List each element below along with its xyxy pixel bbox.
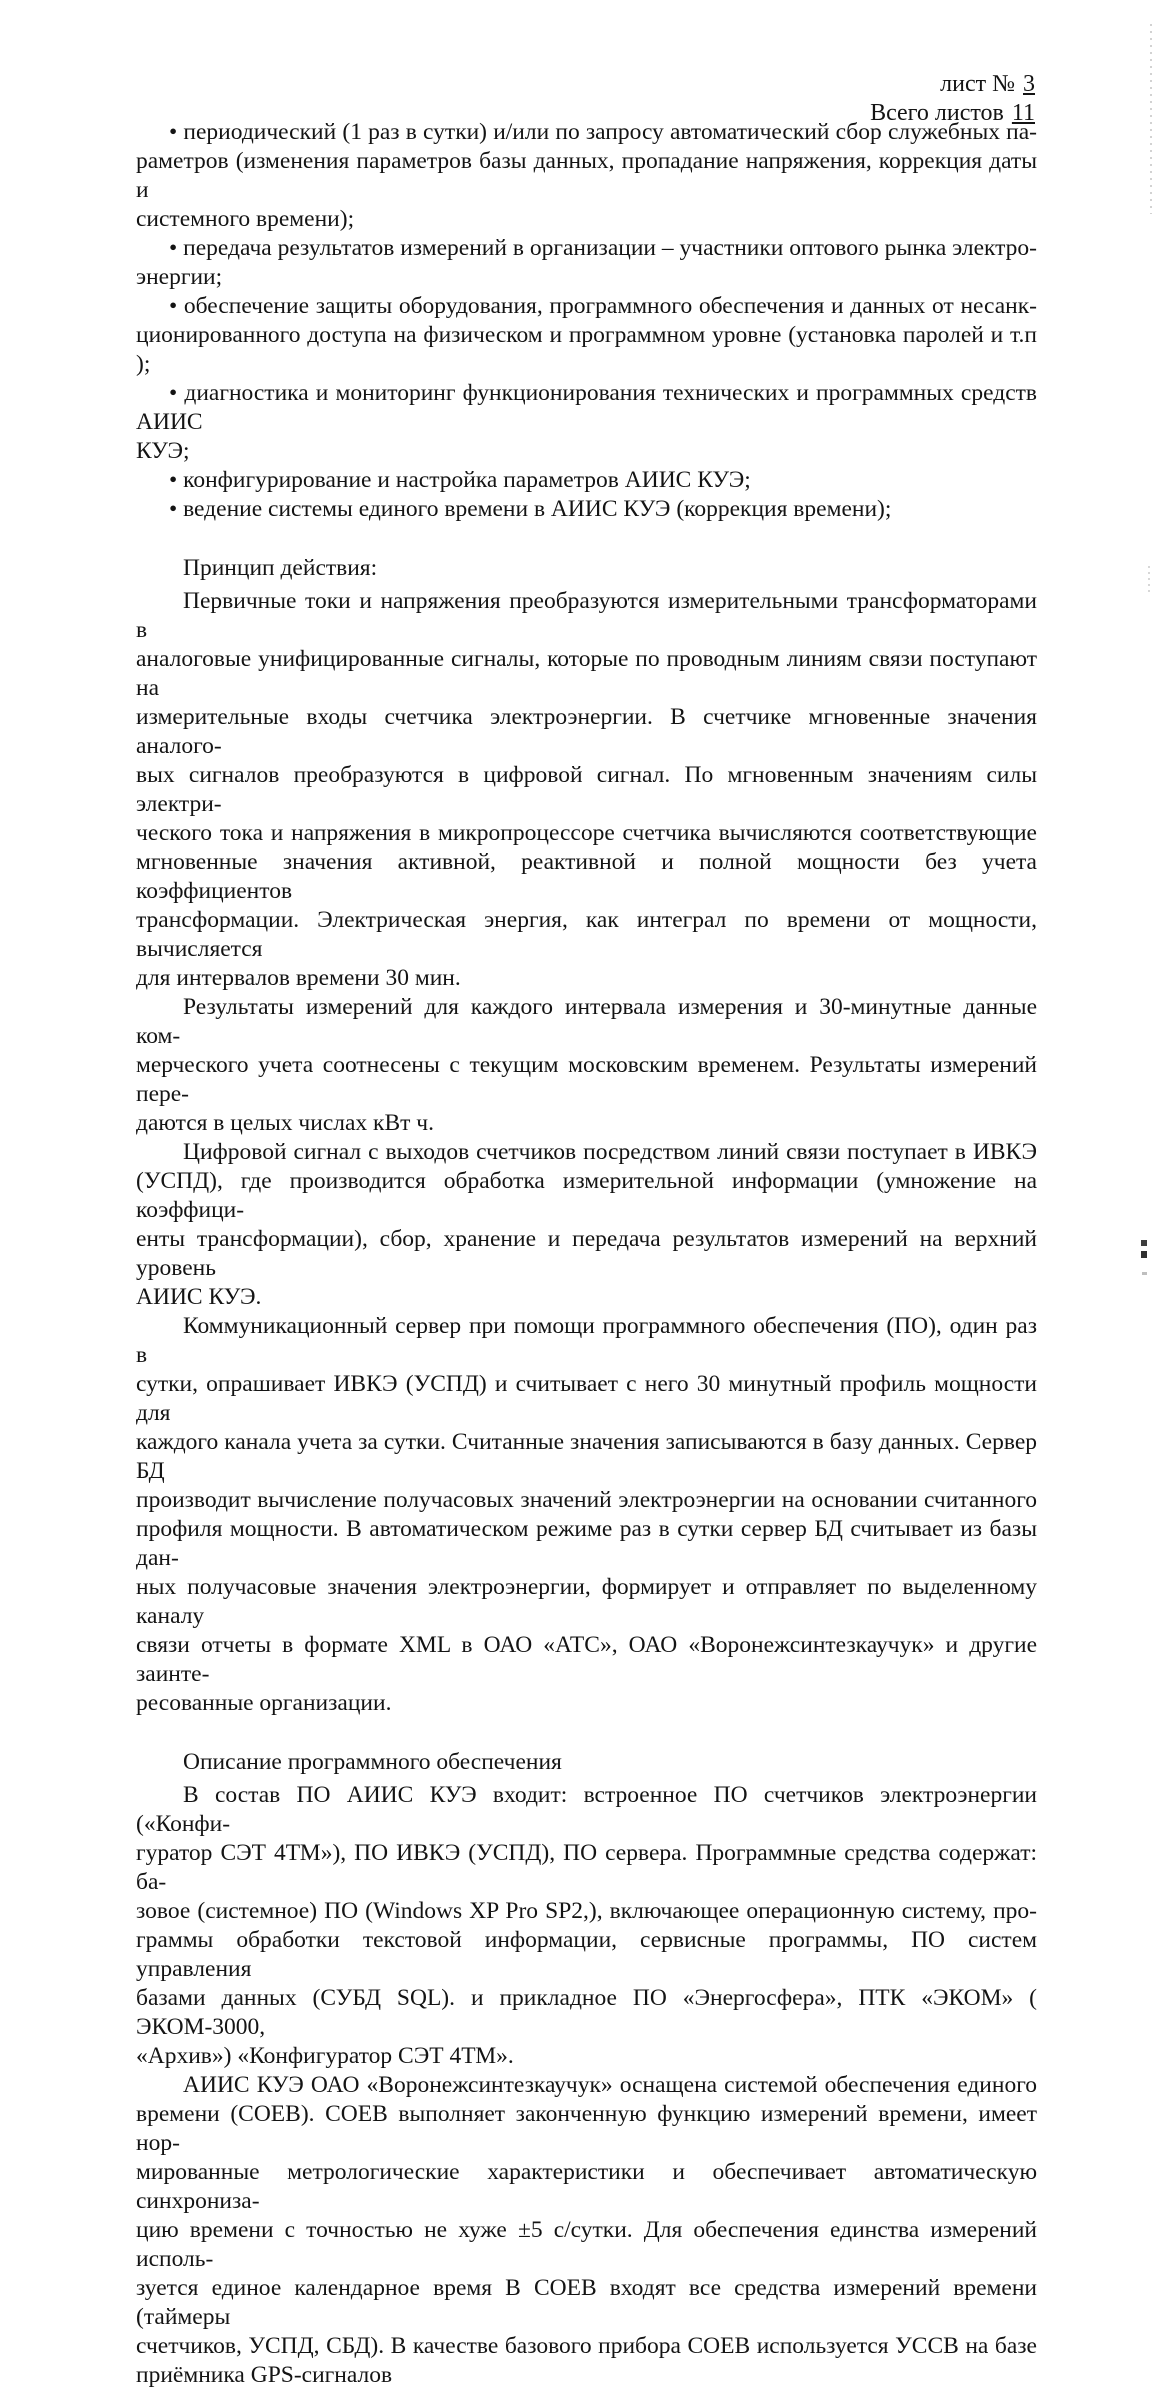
text-line: • диагностика и мониторинг функционирования технических и программных средств АИИС <box>136 380 1037 435</box>
text-line: профиля мощности. В автоматическом режиме раз в сутки сервер БД считывает из базы дан- <box>136 1516 1037 1571</box>
text-line: энергии; <box>136 264 223 290</box>
text-line: (УСПД), где производится обработка измерительной информации (умножение на коэффици- <box>136 1168 1037 1223</box>
text-line: ных получасовые значения электроэнергии, формирует и отправляет по выделенному каналу <box>136 1574 1037 1629</box>
paragraph <box>136 993 1037 1138</box>
paragraph <box>136 1138 1037 1312</box>
bullet-item <box>136 466 1037 495</box>
bullet-item <box>136 118 1037 234</box>
text-line: АИИС КУЭ ОАО «Воронежсинтезкаучук» оснащена системой обеспечения единого <box>183 2072 1037 2098</box>
text-line: гуратор СЭТ 4ТМ»), ПО ИВКЭ (УСПД), ПО сервера. Программные средства содержат: ба- <box>136 1840 1037 1895</box>
scan-artifact-speck <box>1141 1251 1147 1258</box>
bullet-item <box>136 292 1037 379</box>
scan-artifact-speck <box>1141 1240 1147 1246</box>
bullet-item <box>136 234 1037 292</box>
section-heading <box>136 554 1037 583</box>
text-line: зовое (системное) ПО (Windows XP Pro SP2,), включающее операционную систему, про- <box>136 1898 1037 1924</box>
text-line: Принцип действия: <box>183 555 378 581</box>
text-line: цию времени с точностью не хуже ±5 с/сутки. Для обеспечения единства измерений исполь- <box>136 2217 1037 2272</box>
bullet-item <box>136 379 1037 466</box>
text-line: мированные метрологические характеристики и обеспечивает автоматическую синхрониза- <box>136 2159 1037 2214</box>
scan-artifact-speck <box>1142 1272 1147 1275</box>
text-line: • конфигурирование и настройка параметров АИИС КУЭ; <box>169 467 751 493</box>
text-line: мгновенные значения активной, реактивной и полной мощности без учета коэффициентов <box>136 849 1037 904</box>
text-line: трансформации. Электрическая энергия, как интеграл по времени от мощности, вычисляется <box>136 907 1037 962</box>
text-line: ционированного доступа на физическом и программном уровне (установка паролей и т.п ); <box>136 322 1037 377</box>
text-line: даются в целых числах кВт ч. <box>136 1110 434 1136</box>
document-body <box>136 118 1037 2390</box>
text-line: приёмника GPS-сигналов <box>136 2362 393 2388</box>
total-sheets-value: 11 <box>1011 100 1035 126</box>
text-line: • обеспечение защиты оборудования, программного обеспечения и данных от несанк- <box>169 293 1037 319</box>
text-line: времени (СОЕВ). СОЕВ выполняет законченную функцию измерений времени, имеет нор- <box>136 2101 1037 2156</box>
text-line: В состав ПО АИИС КУЭ входит: встроенное ПО счетчиков электроэнергии («Конфи- <box>136 1782 1037 1837</box>
text-line: базами данных (СУБД SQL). и прикладное ПО «Энергосфера», ПТК «ЭКОМ» ( ЭКОМ-3000, <box>136 1985 1037 2040</box>
text-line: зуется единое календарное время В СОЕВ входят все средства измерений времени (таймеры <box>136 2275 1037 2330</box>
text-line: аналоговые унифицированные сигналы, которые по проводным линиям связи поступают на <box>136 646 1037 701</box>
text-line: АИИС КУЭ. <box>136 1284 262 1310</box>
text-line: связи отчеты в формате XML в ОАО «АТС», ОАО «Воронежсинтезкаучук» и другие заинте- <box>136 1632 1037 1687</box>
text-line: Первичные токи и напряжения преобразуются измерительными трансформаторами в <box>136 588 1037 643</box>
text-line: мерческого учета соотнесены с текущим московским временем. Результаты измерений пере- <box>136 1052 1037 1107</box>
text-line: • передача результатов измерений в организации – участники оптового рынка электро- <box>169 235 1037 261</box>
text-line: Описание программного обеспечения <box>183 1749 562 1775</box>
sheet-number-value: 3 <box>1023 71 1035 97</box>
text-line: системного времени); <box>136 206 355 232</box>
text-line: каждого канала учета за сутки. Считанные значения записываются в базу данных. Сервер БД <box>136 1429 1037 1484</box>
text-line: раметров (изменения параметров базы данных, пропадание напряжения, коррекция даты и <box>136 148 1037 203</box>
section-heading <box>136 1748 1037 1777</box>
text-line: Коммуникационный сервер при помощи программного обеспечения (ПО), один раз в <box>136 1313 1037 1368</box>
text-line: производит вычисление получасовых значений электроэнергии на основании считанного <box>136 1487 1037 1513</box>
total-sheets-label: Всего листов <box>870 100 1010 126</box>
text-line: Результаты измерений для каждого интервала измерения и 30-минутные данные ком- <box>136 994 1037 1049</box>
text-line: граммы обработки текстовой информации, сервисные программы, ПО систем управления <box>136 1927 1037 1982</box>
scan-artifact-dashes <box>1148 566 1150 592</box>
sheet-number-label: лист № <box>940 71 1021 97</box>
text-line: вых сигналов преобразуются в цифровой сигнал. По мгновенным значениям силы электри- <box>136 762 1037 817</box>
scan-artifact-dotted-line <box>1150 24 1152 214</box>
paragraph <box>136 1312 1037 1718</box>
text-line: • периодический (1 раз в сутки) и/или по запросу автоматический сбор служебных па- <box>169 119 1037 145</box>
text-line: енты трансформации), сбор, хранение и передача результатов измерений на верхний уровень <box>136 1226 1037 1281</box>
paragraph <box>136 587 1037 993</box>
text-line: Цифровой сигнал с выходов счетчиков посредством линий связи поступает в ИВКЭ <box>183 1139 1037 1165</box>
text-line: • ведение системы единого времени в АИИС КУЭ (коррекция времени); <box>169 496 892 522</box>
text-line: измерительные входы счетчика электроэнергии. В счетчике мгновенные значения аналого- <box>136 704 1037 759</box>
text-line: для интервалов времени 30 мин. <box>136 965 461 991</box>
paragraph <box>136 1781 1037 2071</box>
text-line: КУЭ; <box>136 438 190 464</box>
bullet-item <box>136 495 1037 524</box>
text-line: ресованные организации. <box>136 1690 392 1716</box>
text-line: «Архив») «Конфигуратор СЭТ 4ТМ». <box>136 2043 514 2069</box>
text-line: ческого тока и напряжения в микропроцессоре счетчика вычисляются соответствующие <box>136 820 1037 846</box>
paragraph <box>136 2071 1037 2390</box>
text-line: счетчиков, УСПД, СБД). В качестве базового прибора СОЕВ используется УССВ на базе <box>136 2333 1037 2359</box>
text-line: сутки, опрашивает ИВКЭ (УСПД) и считывает с него 30 минутный профиль мощности для <box>136 1371 1037 1426</box>
sheet-number-line <box>136 70 1037 99</box>
